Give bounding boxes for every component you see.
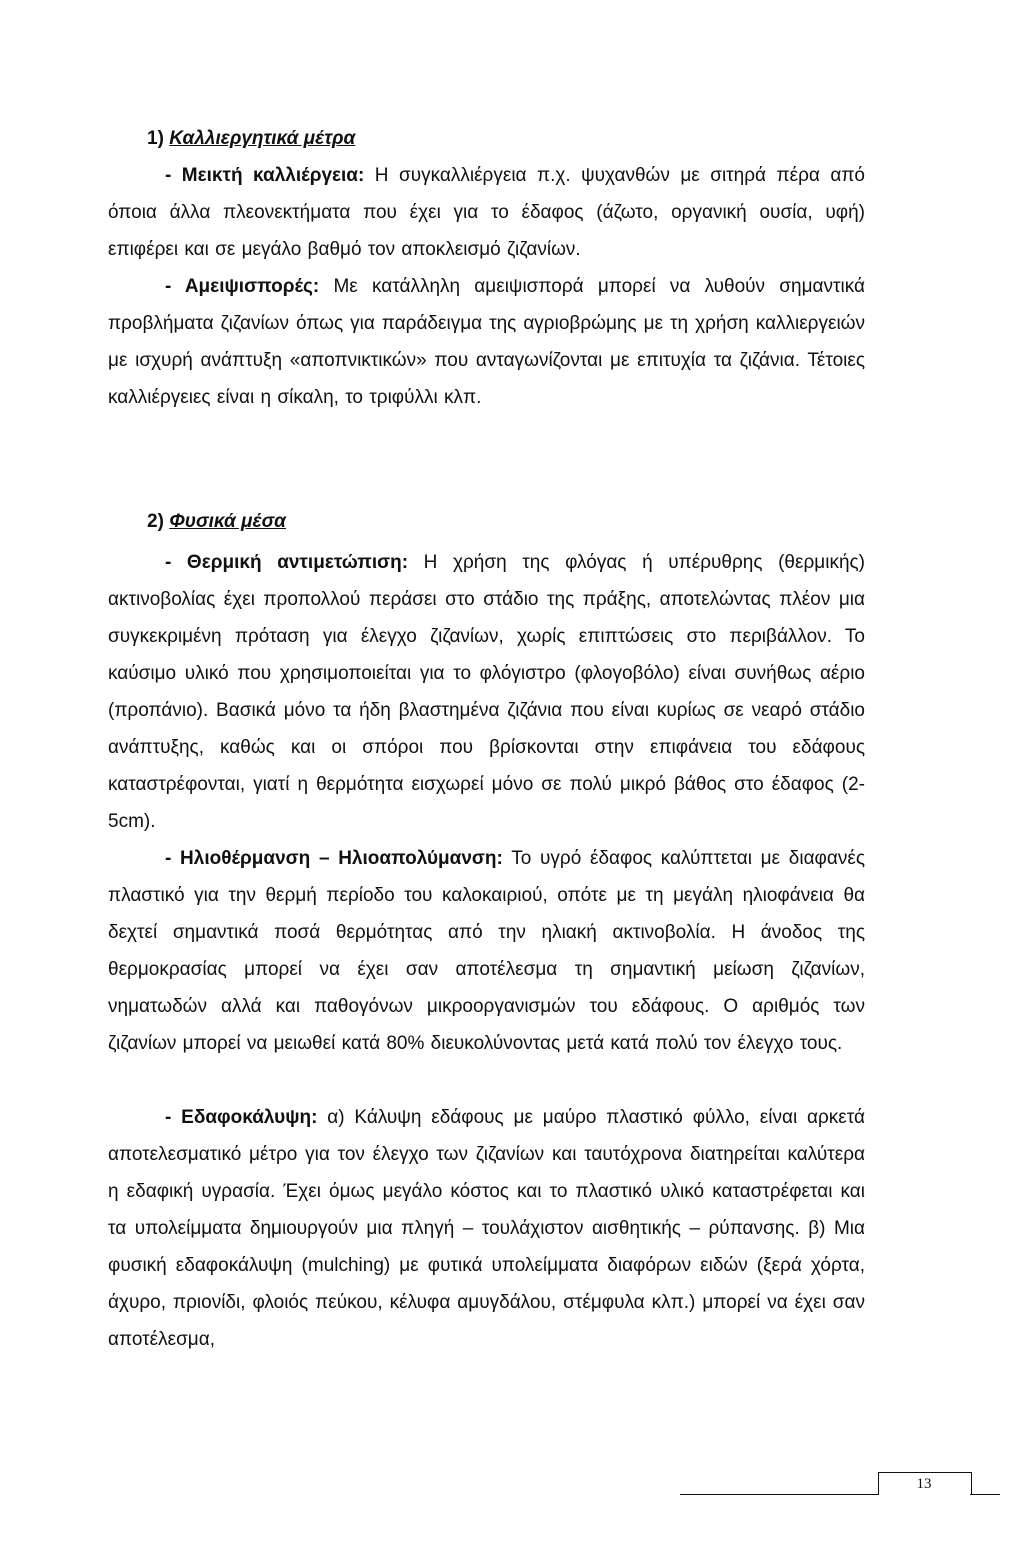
term-solarization: - Ηλιοθέρμανση – Ηλιοαπολύμανση: bbox=[165, 848, 503, 869]
section-1-number: 1) bbox=[147, 128, 164, 149]
text-crop-rotation: Με κατάλληλη αμειψισπορά μπορεί να λυθούν σημαντικά προβλήματα ζιζανίων όπως για παράδειγμα της αγριοβρώμης με τη χρήση καλλιεργειών με ισχυρή ανάπτυξη «αποπνικτικών» που ανταγωνίζονται με επιτυχία τα ζιζάνια. Τέτοιες καλλιέργειες είναι η σίκαλη, το τριφύλλι κλπ. bbox=[108, 276, 865, 408]
section-1-heading bbox=[147, 128, 355, 150]
text-solarization: Το υγρό έδαφος καλύπτεται με διαφανές πλαστικό για την θερμή περίοδο του καλοκαιριού, οπότε με τη μεγάλη ηλιοφάνεια θα δεχτεί σημαντικά ποσά θερμότητας από την ηλιακή ακτινοβολία. Η άνοδος της θερμοκρασίας μπορεί να έχει σαν αποτέλεσμα τη σημαντική μείωση ζιζανίων, νηματωδών αλλά και παθογόνων μικροοργανισμών του εδάφους. Ο αριθμός των ζιζανίων μπορεί να μειωθεί κατά 80% διευκολύνοντας μετά κατά πολύ τον έλεγχο τους. bbox=[108, 848, 865, 1054]
paragraph-mulching bbox=[108, 1099, 865, 1358]
term-mulching: - Εδαφοκάλυψη: bbox=[165, 1107, 318, 1128]
paragraph-mixed-cropping bbox=[108, 157, 865, 268]
footer-rule-right bbox=[970, 1494, 1000, 1495]
page-number: 13 bbox=[916, 1476, 932, 1492]
paragraph-thermal-control bbox=[108, 544, 865, 840]
section-1-title: Καλλιεργητικά μέτρα bbox=[169, 128, 356, 149]
page-footer bbox=[0, 1470, 1024, 1510]
section-2-number: 2) bbox=[147, 511, 164, 532]
term-thermal-control: - Θερμική αντιμετώπιση: bbox=[165, 552, 409, 573]
text-mixed-cropping: Η συγκαλλιέργεια π.χ. ψυχανθών με σιτηρά πέρα από όποια άλλα πλεονεκτήματα που έχει για το έδαφος (άζωτο, οργανική ουσία, υφή) επιφέρει και σε μεγάλο βαθμό τον αποκλεισμό ζιζανίων. bbox=[108, 165, 865, 260]
footer-rule-left bbox=[680, 1494, 878, 1495]
paragraph-solarization bbox=[108, 840, 865, 1062]
section-2-title: Φυσικά μέσα bbox=[169, 511, 286, 532]
term-mixed-cropping: - Μεικτή καλλιέργεια: bbox=[165, 165, 365, 186]
paragraph-crop-rotation bbox=[108, 268, 865, 416]
text-thermal-control: Η χρήση της φλόγας ή υπέρυθρης (θερμικής) ακτινοβολίας έχει προπολλού περάσει στο στάδιο της πράξης, αποτελώντας πλέον μια συγκεκριμένη πρόταση για έλεγχο ζιζανίων, χωρίς επιπτώσεις στο περιβάλλον. Το καύσιμο υλικό που χρησιμοποιείται για το φλόγιστρο (φλογοβόλο) είναι συνήθως αέριο (προπάνιο). Βασικά μόνο τα ήδη βλαστημένα ζιζάνια που είναι κυρίως σε νεαρό στάδιο ανάπτυξης, καθώς και οι σπόροι που βρίσκονται στην επιφάνεια του εδάφους καταστρέφονται, γιατί η θερμότητα εισχωρεί μόνο σε πολύ μικρό βάθος στο έδαφος (2-5cm). bbox=[108, 552, 865, 832]
section-2-heading bbox=[147, 511, 286, 533]
term-crop-rotation: - Αμειψισπορές: bbox=[165, 276, 320, 297]
text-mulching: α) Κάλυψη εδάφους με μαύρο πλαστικό φύλλο, είναι αρκετά αποτελεσματικό μέτρο για τον έλεγχο των ζιζανίων και ταυτόχρονα διατηρείται καλύτερα η εδαφική υγρασία. Έχει όμως μεγάλο κόστος και το πλαστικό υλικό καταστρέφεται και τα υπολείμματα δημιουργούν μια πληγή – τουλάχιστον αισθητικής – ρύπανσης. β) Μια φυσική εδαφοκάλυψη (mulching) με φυτικά υπολείμματα διαφόρων ειδών (ξερά χόρτα, άχυρο, πριονίδι, φλοιός πεύκου, κέλυφα αμυγδάλου, στέμφυλα κλπ.) μπορεί να έχει σαν αποτέλεσμα, bbox=[108, 1107, 865, 1350]
